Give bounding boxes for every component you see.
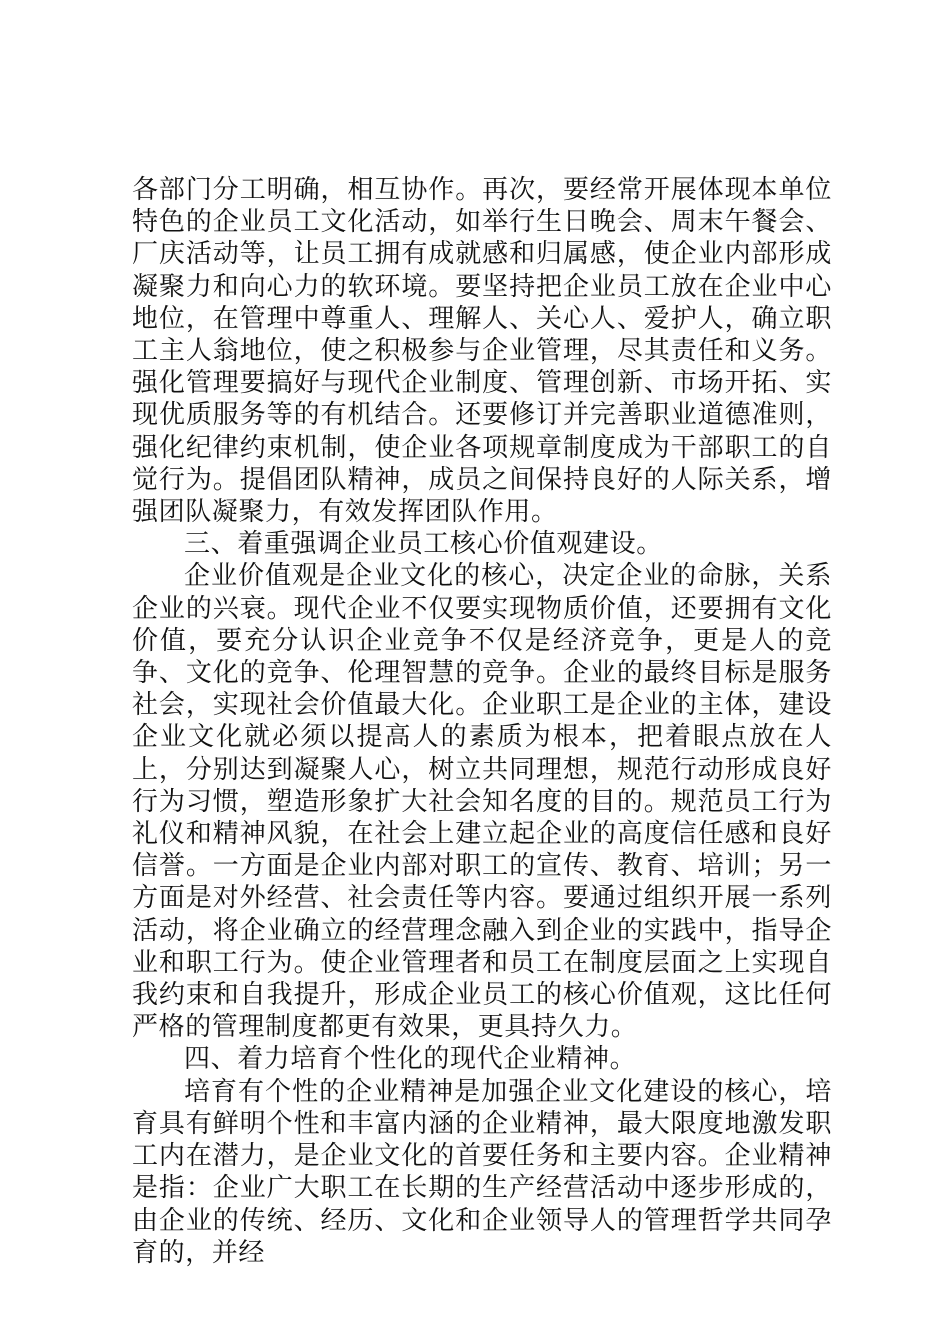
paragraph-enterprise-spirit: 培育有个性的企业精神是加强企业文化建设的核心，培育具有鲜明个性和丰富内涵的企业精神，最大限度地激发职工内在潜力，是企业文化的首要任务和主要内容。企业精神是指：企业广大职工在长期的生产经营活动中逐步形成的，由企业的传统、经历、文化和企业领导人的管理哲学共同孕育的，并经 [132, 1076, 832, 1268]
paragraph-core-values: 企业价值观是企业文化的核心，决定企业的命脉，关系企业的兴衰。现代企业不仅要实现物质价值，还要拥有文化价值，要充分认识企业竞争不仅是经济竞争，更是人的竞争、文化的竞争、伦理智慧的竞争。企业的最终目标是服务社会，实现社会价值最大化。企业职工是企业的主体，建设企业文化就必须以提高人的素质为根本，把着眼点放在人上，分别达到凝聚人心，树立共同理想，规范行动形成良好行为习惯，塑造形象扩大社会知名度的目的。规范员工行为礼仪和精神风貌，在社会上建立起企业的高度信任感和良好信誉。一方面是企业内部对职工的宣传、教育、培训；另一方面是对外经营、社会责任等内容。要通过组织开展一系列活动，将企业确立的经营理念融入到企业的实践中，指导企业和职工行为。使企业管理者和员工在制度层面之上实现自我约束和自我提升，形成企业员工的核心价值观，这比任何严格的管理制度都更有效果，更具持久力。 [132, 561, 832, 1043]
paragraph-continued: 各部门分工明确，相互协作。再次，要经常开展体现本单位特色的企业员工文化活动，如举行生日晚会、周末午餐会、厂庆活动等，让员工拥有成就感和归属感，使企业内部形成凝聚力和向心力的软环境。要坚持把企业员工放在企业中心地位，在管理中尊重人、理解人、关心人、爱护人，确立职工主人翁地位，使之积极参与企业管理，尽其责任和义务。强化管理要搞好与现代企业制度、管理创新、市场开拓、实现优质服务等的有机结合。还要修订并完善职业道德准则，强化纪律约束机制，使企业各项规章制度成为干部职工的自觉行为。提倡团队精神，成员之间保持良好的人际关系，增强团队凝聚力，有效发挥团队作用。 [132, 175, 832, 528]
section-heading-3: 三、着重强调企业员工核心价值观建设。 [184, 529, 663, 560]
document-body [132, 174, 832, 1269]
section-heading-4: 四、着力培育个性化的现代企业精神。 [184, 1044, 637, 1075]
